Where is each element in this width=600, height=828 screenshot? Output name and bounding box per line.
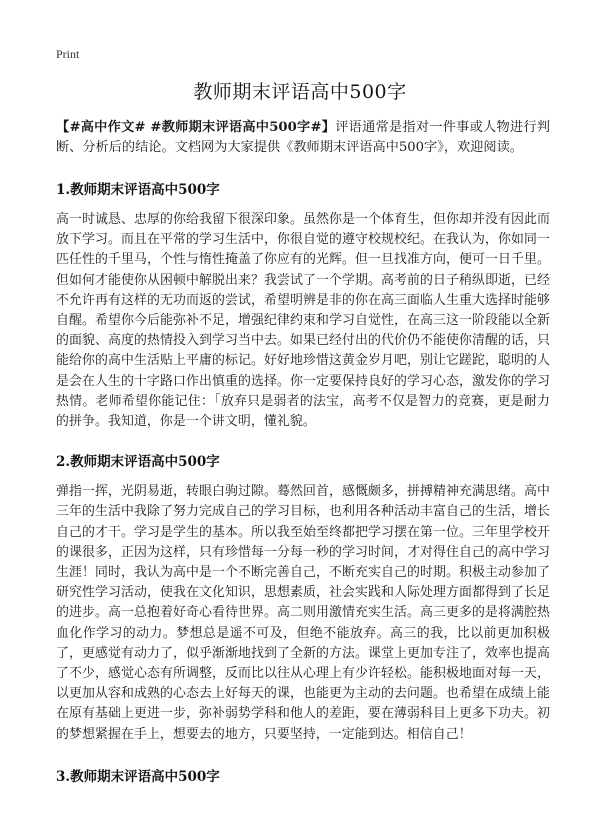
intro-tag: 【#高中作文# #教师期末评语高中500字#】	[56, 120, 336, 135]
page-title: 教师期末评语高中500字	[193, 81, 407, 103]
section-body-1: 高一时诚恳、忠厚的你给我留下很深印象。虽然你是一个体育生，但你却并没有因此而放下学习。而且在平常的学习生活中，你很自觉的遵守校规校纪。在我认为，你如同一匹任性的千里马，个性与惰性掩盖了你应有的光辉。但一旦找准方向，便可一日千里。但如何才能使你从困顿中解脱出来？我尝试了一个学期。高考前的日子稍纵即逝，已经不允许再有这样的无功而返的尝试，希望明辨是非的你在高三面临人生重大选择时能够自醒。希望你今后能弥补不足，增强纪律约束和学习自觉性，在高三这一阶段能以全新的面貌、高度的热情投入到学习当中去。如果已经付出的代价仍不能使你清醒的话，只能给你的高中生活贴上平庸的标记。好好地珍惜这黄金岁月吧，别让它蹉跎，聪明的人是会在人生的十字路口作出慎重的选择。你一定要保持良好的学习心态，激发你的学习热情。老师希望你能记住：「放弃只是弱者的法宝，高考不仅是智力的竞赛，更是耐力的拼争。我知道，你是一个讲文明，懂礼貌。	[56, 212, 550, 430]
section-heading-2: 2.教师期末评语高中500字	[56, 454, 220, 471]
section-heading-3: 3.教师期末评语高中500字	[56, 768, 220, 785]
print-label: Print	[56, 47, 80, 61]
intro-text: 评语通常是指对一件事或人物进行判断、分析后的结论。文档网为大家提供《教师期末评语高中500字》，欢迎阅读。	[56, 120, 550, 155]
document-content	[56, 118, 550, 785]
section-heading-1: 1.教师期末评语高中500字	[56, 182, 220, 198]
intro-paragraph	[56, 118, 550, 158]
section-body-2: 弹指一挥，光阴易逝，转眼白驹过隙。蓦然回首，感慨颇多，拼搏精神充满思绪。高中三年的生活中我除了努力完成自己的学习目标，也利用各种活动丰富自己的生活，增长自己的才干。学习是学生的基本。所以我至始至终都把学习摆在第一位。三年里学校开的课很多，正因为这样，只有珍惜每一分每一秒的学习时间，才对得住自己的高中学习生涯！同时，我认为高中是一个不断完善自己，不断充实自己的时期。积极主动参加了研究性学习活动，使我在文化知识，思想素质，社会实践和人际处理方面都得到了长足的进步。高一总抱着好奇心看待世界。高二则用激情充实生活。高三更多的是将满腔热血化作学习的动力。梦想总是遥不可及，但绝不能放弃。高三的我，比以前更加积极了，更感觉有动力了，似乎渐渐地找到了全新的方法。课堂上更加专注了，效率也提高了不少，感觉心态有所调整，反而比以往从心理上有少许轻松。能积极地面对每一天，以更加从容和成熟的心态去上好每天的课，也能更为主动的去问题。也希望在成绩上能在原有基础上更进一步，弥补弱势学科和他人的差距，要在薄弱科目上更多下功夫。初的梦想紧握在手上，想要去的地方，只要坚持，一定能到达。相信自己！	[56, 484, 550, 742]
